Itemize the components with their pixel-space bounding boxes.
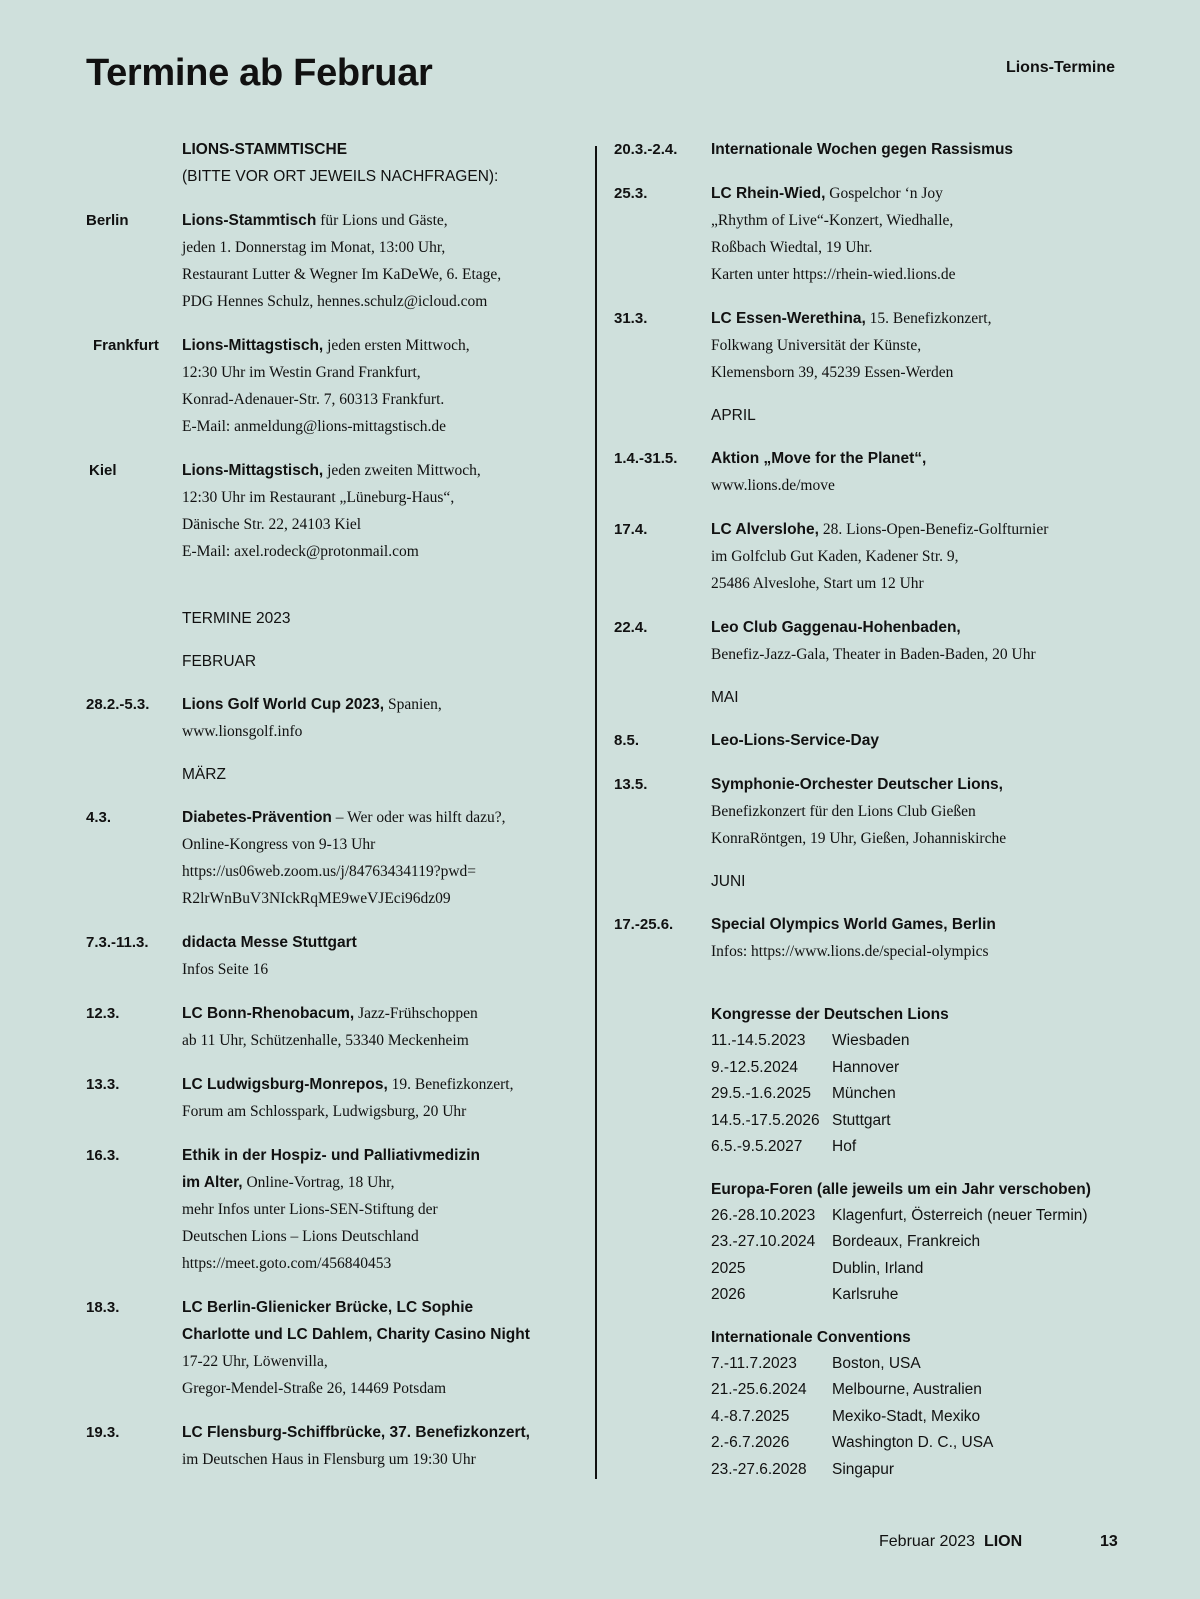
event-text: Deutschen Lions – Lions Deutschland: [182, 1228, 419, 1245]
event-text: Benefiz-Jazz-Gala, Theater in Baden-Baden, 20 Uhr: [711, 646, 1036, 663]
event-title: Charlotte und LC Dahlem, Charity Casino Night: [182, 1326, 530, 1343]
event-title: LC Rhein-Wied,: [711, 185, 826, 202]
table-row: 9.-12.5.2024 Hannover: [711, 1058, 900, 1076]
event-link[interactable]: www.lionsgolf.info: [182, 723, 303, 740]
event-entry: [614, 305, 1134, 386]
event-text: im Golfclub Gut Kaden, Kadener Str. 9,: [711, 548, 959, 565]
stammtisch-city: Berlin: [86, 212, 129, 229]
event-text: im Deutschen Haus in Flensburg um 19:30 Uhr: [182, 1451, 476, 1468]
event-entry: [86, 1294, 586, 1402]
event-text: mehr Infos unter Lions-SEN-Stiftung der: [182, 1201, 438, 1218]
event-date: 28.2.-5.3.: [86, 696, 150, 713]
event-text: 19. Benefizkonzert,: [391, 1076, 514, 1093]
stammtische-heading-1: LIONS-STAMMTISCHE: [182, 141, 348, 158]
event-entry: [86, 1419, 586, 1473]
stammtisch-text: für Lions und Gäste,: [320, 212, 448, 229]
table-row: 23.-27.6.2028 Singapur: [711, 1460, 895, 1478]
event-link[interactable]: Karten unter https://rhein-wied.lions.de: [711, 266, 956, 283]
stammtisch-text: Restaurant Lutter & Wegner Im KaDeWe, 6. Etage,: [182, 266, 502, 283]
event-text: ab 11 Uhr, Schützenhalle, 53340 Meckenheim: [182, 1032, 469, 1049]
stammtische-heading-2: (BITTE VOR ORT JEWEILS NACHFRAGEN):: [182, 168, 499, 185]
event-title: LC Alverslohe,: [711, 521, 819, 538]
stammtisch-entry-berlin: [86, 207, 586, 315]
stammtisch-entry-kiel: [86, 457, 586, 565]
event-date: 4.3.: [86, 809, 112, 826]
event-title: Aktion „Move for the Planet“,: [711, 450, 927, 467]
footer-magazine-name: LION: [983, 1533, 1023, 1550]
event-entry: [614, 516, 1134, 597]
event-date: 17.4.: [614, 521, 648, 538]
event-title: Special Olympics World Games, Berlin: [711, 916, 996, 933]
europa-foren-heading: Europa-Foren (alle jeweils um ein Jahr verschoben): [711, 1180, 1091, 1198]
event-text: Klemensborn 39, 45239 Essen-Werden: [711, 364, 954, 381]
event-title: LC Bonn-Rhenobacum,: [182, 1005, 355, 1022]
event-link[interactable]: R2lrWnBuV3NIckRqME9weVJEci96dz09: [182, 890, 451, 907]
footer-issue-date: Februar 2023: [879, 1533, 976, 1550]
event-text: Spanien,: [387, 696, 442, 713]
stammtisch-text: jeden ersten Mittwoch,: [327, 337, 470, 354]
event-title: Ethik in der Hospiz- und Palliativmedizin: [182, 1147, 480, 1164]
event-date: 22.4.: [614, 619, 648, 636]
month-heading-april: APRIL: [711, 407, 756, 424]
event-text: Folkwang Universität der Künste,: [711, 337, 922, 354]
stammtisch-contact: E-Mail: anmeldung@lions-mittagstisch.de: [182, 418, 446, 435]
event-date: 16.3.: [86, 1147, 120, 1164]
event-date: 8.5.: [614, 732, 640, 749]
event-text: KonraRöntgen, 19 Uhr, Gießen, Johanniskirche: [711, 830, 1007, 847]
event-entry: [614, 911, 1134, 965]
event-date: 17.-25.6.: [614, 916, 674, 933]
conventions-table: [711, 1324, 1134, 1484]
event-text: Jazz-Frühschoppen: [358, 1005, 478, 1022]
event-title: Leo-Lions-Service-Day: [711, 732, 879, 749]
stammtisch-text: jeden 1. Donnerstag im Monat, 13:00 Uhr,: [182, 239, 446, 256]
stammtisch-text: 12:30 Uhr im Restaurant „Lüneburg-Haus“,: [182, 489, 455, 506]
month-heading-mai: MAI: [711, 689, 739, 706]
termine-heading: TERMINE 2023: [182, 610, 291, 627]
event-entry: [86, 1142, 586, 1277]
month-heading-maerz: MÄRZ: [182, 766, 226, 783]
event-text: Roßbach Wiedtal, 19 Uhr.: [711, 239, 873, 256]
event-entry: [614, 180, 1134, 288]
table-row: 26.-28.10.2023 Klagenfurt, Österreich (neuer Termin): [711, 1206, 1088, 1224]
event-date: 7.3.-11.3.: [86, 934, 149, 951]
event-text: Forum am Schlosspark, Ludwigsburg, 20 Uhr: [182, 1103, 467, 1120]
conventions-heading: Internationale Conventions: [711, 1328, 911, 1346]
table-row: 2026 Karlsruhe: [711, 1286, 899, 1303]
stammtisch-text: Konrad-Adenauer-Str. 7, 60313 Frankfurt.: [182, 391, 445, 408]
event-entry: [86, 1000, 586, 1054]
event-link[interactable]: Infos: https://www.lions.de/special-olympics: [711, 943, 989, 960]
stammtisch-text: jeden zweiten Mittwoch,: [327, 462, 481, 479]
stammtisch-title: Lions-Mittagstisch,: [182, 337, 324, 354]
event-date: 12.3.: [86, 1005, 120, 1022]
month-heading-februar: FEBRUAR: [182, 653, 257, 670]
event-text: Online-Kongress von 9-13 Uhr: [182, 836, 376, 853]
event-entry: [614, 614, 1134, 668]
event-text: Infos Seite 16: [182, 961, 269, 978]
table-row: 14.5.-17.5.2026 Stuttgart: [711, 1111, 891, 1129]
event-entry: [614, 445, 1134, 499]
footer-issue: [879, 1533, 1022, 1551]
event-link[interactable]: www.lions.de/move: [711, 477, 835, 494]
stammtisch-title: Lions-Stammtisch: [182, 212, 317, 229]
right-column: [614, 136, 1134, 1483]
event-date: 20.3.-2.4.: [614, 141, 678, 158]
event-entry: [86, 929, 586, 983]
event-text: – Wer oder was hilft dazu?,: [335, 809, 506, 826]
europa-foren-table: [711, 1176, 1134, 1309]
event-date: 18.3.: [86, 1299, 120, 1316]
event-entry: [614, 727, 1134, 754]
event-date: 1.4.-31.5.: [614, 450, 678, 467]
event-date: 13.3.: [86, 1076, 120, 1093]
event-text: 15. Benefizkonzert,: [869, 310, 992, 327]
kongresse-table: [711, 1001, 1134, 1161]
event-title: didacta Messe Stuttgart: [182, 934, 357, 951]
event-text: Benefizkonzert für den Lions Club Gießen: [711, 803, 976, 820]
stammtisch-city: Kiel: [89, 462, 117, 479]
event-text: „Rhythm of Live“-Konzert, Wiedhalle,: [711, 212, 954, 229]
stammtisch-text: Dänische Str. 22, 24103 Kiel: [182, 516, 362, 533]
event-text: Online-Vortrag, 18 Uhr,: [246, 1174, 395, 1191]
event-title: Symphonie-Orchester Deutscher Lions,: [711, 776, 1003, 793]
kongresse-heading: Kongresse der Deutschen Lions: [711, 1006, 949, 1023]
stammtische-heading: [182, 136, 586, 190]
table-row: 2.-6.7.2026 Washington D. C., USA: [711, 1434, 994, 1451]
event-entry: [86, 691, 586, 745]
event-link[interactable]: https://meet.goto.com/456840453: [182, 1255, 392, 1272]
event-title: Leo Club Gaggenau-Hohenbaden,: [711, 619, 961, 636]
section-label: Lions-Termine: [1005, 59, 1115, 76]
stammtisch-contact: E-Mail: axel.rodeck@protonmail.com: [182, 543, 419, 560]
event-title: Lions Golf World Cup 2023,: [182, 696, 385, 713]
table-row: 29.5.-1.6.2025 München: [711, 1085, 896, 1102]
event-entry: [614, 771, 1134, 852]
event-text: Gospelchor ‘n Joy: [829, 185, 943, 202]
event-title: Internationale Wochen gegen Rassismus: [711, 141, 1014, 158]
page-number: 13: [1100, 1533, 1118, 1550]
table-row: 11.-14.5.2023 Wiesbaden: [711, 1032, 910, 1049]
stammtisch-city: Frankfurt: [93, 337, 159, 354]
table-row: 6.5.-9.5.2027 Hof: [711, 1138, 857, 1155]
stammtisch-entry-frankfurt: [86, 332, 586, 440]
stammtisch-title: Lions-Mittagstisch,: [182, 462, 324, 479]
event-title: Diabetes-Prävention: [182, 809, 332, 826]
event-title: LC Ludwigsburg-Monrepos,: [182, 1076, 388, 1093]
table-row: 2025 Dublin, Irland: [711, 1259, 924, 1277]
month-heading-juni: JUNI: [711, 873, 746, 890]
event-text: Gregor-Mendel-Straße 26, 14469 Potsdam: [182, 1380, 446, 1397]
event-text: 25486 Alveslohe, Start um 12 Uhr: [711, 575, 924, 592]
stammtisch-text: 12:30 Uhr im Westin Grand Frankfurt,: [182, 364, 421, 381]
event-entry: [86, 1071, 586, 1125]
stammtisch-contact: PDG Hennes Schulz, hennes.schulz@icloud.com: [182, 293, 488, 310]
event-title: LC Berlin-Glienicker Brücke, LC Sophie: [182, 1299, 474, 1316]
event-date: 31.3.: [614, 310, 648, 327]
event-entry: [614, 136, 1134, 163]
stammtisch-list: [86, 207, 586, 565]
event-link[interactable]: https://us06web.zoom.us/j/84763434119?pwd=: [182, 863, 477, 880]
event-text: 17-22 Uhr, Löwenvilla,: [182, 1353, 328, 1370]
event-date: 13.5.: [614, 776, 648, 793]
table-row: 4.-8.7.2025 Mexiko-Stadt, Mexiko: [711, 1407, 981, 1425]
event-text: 28. Lions-Open-Benefiz-Golfturnier: [822, 521, 1049, 538]
event-date: 19.3.: [86, 1424, 120, 1441]
table-row: 7.-11.7.2023 Boston, USA: [711, 1354, 921, 1372]
event-title: LC Flensburg-Schiffbrücke, 37. Benefizkonzert,: [182, 1424, 530, 1441]
column-divider: [595, 146, 597, 1479]
event-title: im Alter,: [182, 1174, 243, 1191]
table-row: 23.-27.10.2024 Bordeaux, Frankreich: [711, 1233, 981, 1250]
page-title: Termine ab Februar: [86, 52, 433, 94]
event-entry: [86, 804, 586, 912]
table-row: 21.-25.6.2024 Melbourne, Australien: [711, 1381, 982, 1398]
event-date: 25.3.: [614, 185, 648, 202]
event-title: LC Essen-Werethina,: [711, 310, 866, 327]
left-column: [86, 136, 586, 1473]
